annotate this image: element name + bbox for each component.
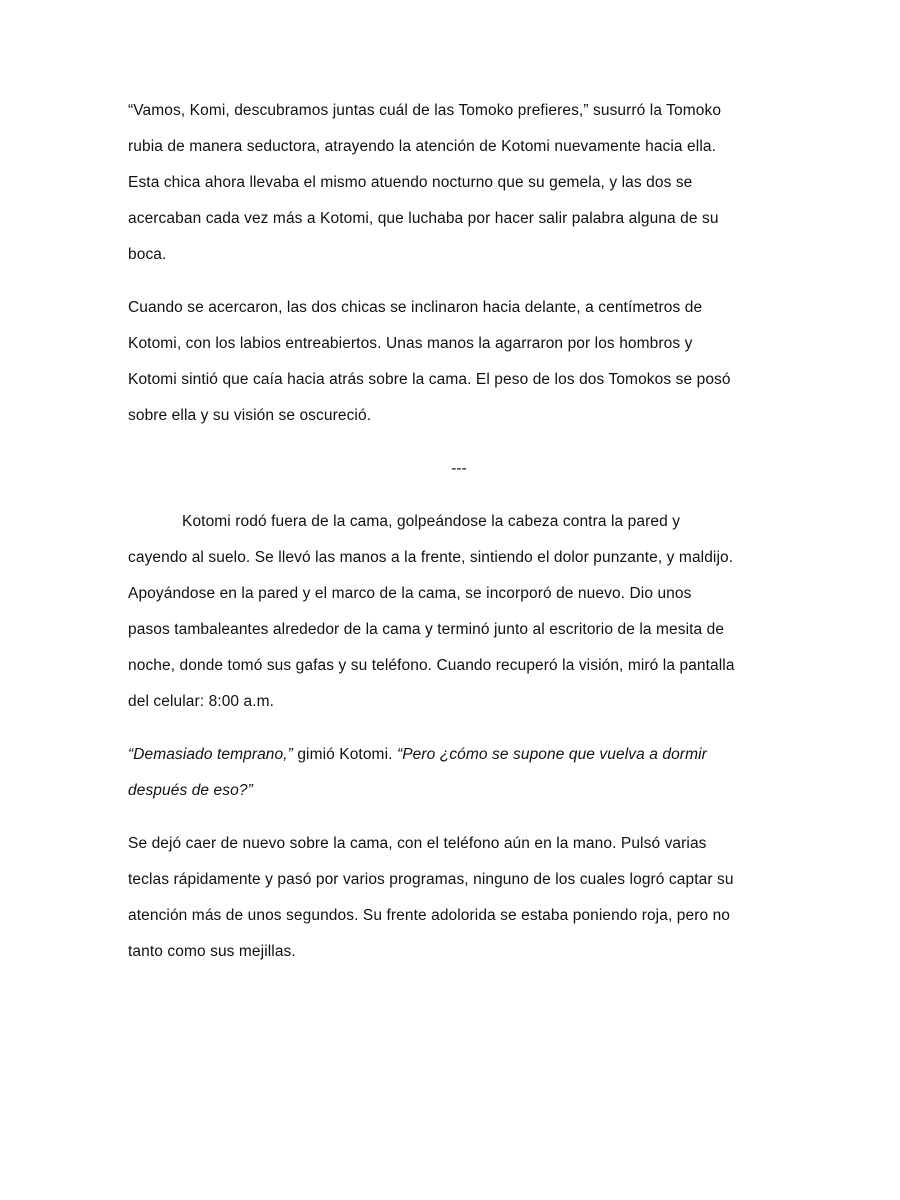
paragraph-seduction: “Vamos, Komi, descubramos juntas cuál de las Tomoko prefieres,” susurró la Tomoko rubia de manera seductora, atrayendo la atención de Kotomi nuevamente hacia ella. Esta chica ahora llevaba el mismo atuendo nocturno que su gemela, y las dos se acercaban cada vez más a Kotomi, que luchaba por hacer salir palabra alguna de su boca. [128,102,722,263]
dialogue-tag: gimió Kotomi. [292,746,397,763]
paragraph-dialogue [128,737,780,809]
dialogue-quote-early: “Demasiado temprano,” [128,746,293,763]
paragraph-approach: Cuando se acercaron, las dos chicas se inclinaron hacia delante, a centímetros de Kotomi, con los labios entreabiertos. Unas manos la agarraron por los hombros y Kotomi sintió que caía hacia atrás sobre la cama. El peso de los dos Tomokos se posó sobre ella y su visión se oscureció. [128,299,731,424]
paragraph-wake-up: Kotomi rodó fuera de la cama, golpeándose la cabeza contra la pared y cayendo al suelo. Se llevó las manos a la frente, sintiendo el dolor punzante, y maldijo. Apoyándose en la pared y el marco de la cama, se incorporó de nuevo. Dio unos pasos tambaleantes alrededor de la cama y terminó junto al escritorio de la mesita de noche, donde tomó sus gafas y su teléfono. Cuando recuperó la visión, miró la pantalla del celular: 8:00 a.m. [128,513,735,710]
paragraph-phone: Se dejó caer de nuevo sobre la cama, con el teléfono aún en la mano. Pulsó varias teclas rápidamente y pasó por varios programas, ninguno de los cuales logró captar su atención más de unos segundos. Su frente adolorida se estaba poniendo roja, pero no tanto como sus mejillas. [128,835,734,960]
dialogue-quote-sleep: “Pero ¿cómo se supone que vuelva a dormir después de eso?” [128,746,707,799]
scene-separator: --- [451,460,467,477]
